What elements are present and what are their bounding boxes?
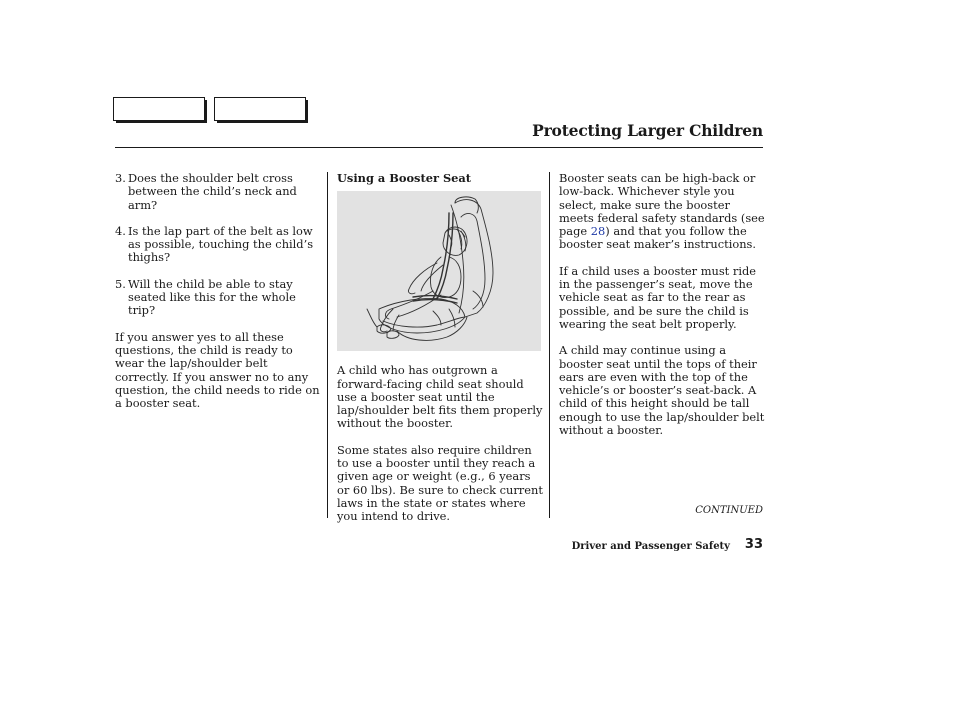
page-title: Protecting Larger Children: [532, 121, 763, 140]
readiness-paragraph: If you answer yes to all these questions, the child is ready to wear the lap/shoulder belt correctly. If you answer no to any question, the child needs to ride on a booster seat.: [115, 329, 320, 411]
question-number: 5.: [115, 276, 126, 291]
question-text: Is the lap part of the belt as low as possible, touching the child’s thighs?: [128, 223, 314, 265]
column-2: [337, 172, 543, 537]
booster-types-paragraph: [559, 172, 765, 252]
booster-types-text-start: Booster seats can be high-back or low-back. Whichever style you select, make sure the booster meets federal safety standards (see page: [559, 171, 765, 239]
question-item: [115, 225, 320, 265]
nav-button-back[interactable]: [113, 97, 205, 121]
section-heading: Using a Booster Seat: [337, 171, 472, 185]
question-item: [115, 172, 320, 212]
passenger-seat-paragraph: If a child uses a booster must ride in the passenger’s seat, move the vehicle seat as far to the rear as possible, and be sure the child is wearing the seat belt properly.: [559, 263, 757, 331]
question-number: 4.: [115, 223, 126, 238]
title-rule: [115, 147, 763, 148]
column-1: [115, 172, 320, 423]
question-list: [115, 172, 320, 318]
question-text: Does the shoulder belt cross between the child’s neck and arm?: [128, 171, 297, 212]
booster-seat-illustration: [337, 191, 541, 351]
column-divider: [327, 172, 328, 518]
column-divider: [549, 172, 550, 518]
booster-paragraph-2: Some states also require children to use a booster until they reach a given age or weight (e.g., 6 years or 60 lbs). Be sure to check current laws in the state or states where you intend to drive.: [337, 442, 543, 524]
column-3: [559, 172, 765, 450]
seat-height-paragraph: A child may continue using a booster seat until the tops of their ears are even with the top of the vehicle’s or booster’s seat-back. A child of this height should be tall enough to use the lap/shoulder belt without a booster.: [559, 343, 765, 438]
booster-paragraph-1: A child who has outgrown a forward-facing child seat should use a booster seat until the lap/shoulder belt fits them properly without the booster.: [337, 363, 543, 431]
question-number: 3.: [115, 171, 126, 185]
booster-types-text-end: ) and that you follow the booster seat maker’s instructions.: [559, 224, 757, 252]
nav-button-forward[interactable]: [214, 97, 306, 121]
page-reference-link[interactable]: 28: [590, 224, 606, 239]
question-item: [115, 278, 320, 318]
continued-label: CONTINUED: [695, 505, 763, 516]
page-number: 33: [744, 537, 763, 552]
question-text: Will the child be able to stay seated like this for the whole trip?: [128, 276, 296, 318]
section-footer: Driver and Passenger Safety: [571, 541, 730, 552]
